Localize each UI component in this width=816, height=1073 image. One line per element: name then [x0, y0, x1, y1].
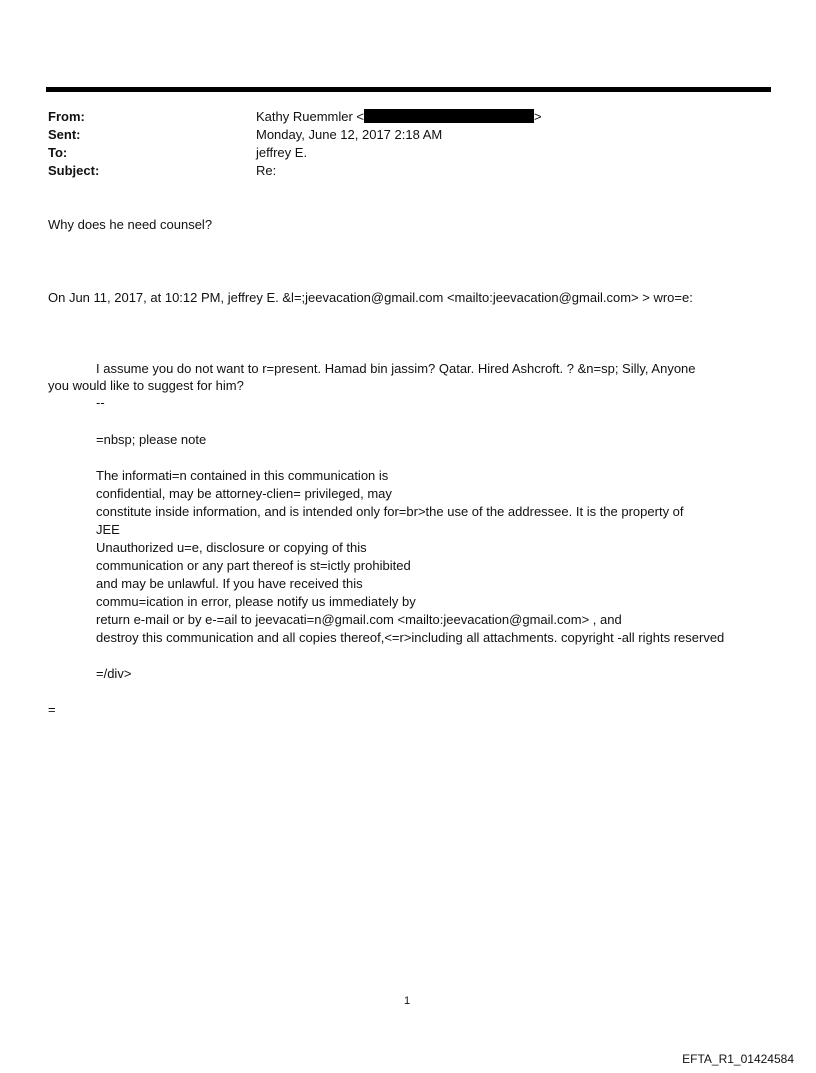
signature-dash: -- — [96, 395, 105, 410]
disclaimer-line: destroy this communication and all copies thereof,<=r>including all attachments. copyright -all rights reserved — [96, 630, 725, 645]
disclaimer-line: The informati=n contained in this communication is — [96, 468, 389, 483]
to-value: jeffrey E. — [256, 145, 308, 160]
disclaimer-line: JEE — [96, 522, 120, 537]
document-id: EFTA_R1_01424584 — [682, 1052, 794, 1066]
trailing-equals: = — [48, 702, 56, 717]
redaction-box — [364, 109, 534, 123]
sent-value: Monday, June 12, 2017 2:18 AM — [256, 127, 443, 142]
disclaimer-line: communication or any part thereof is st=ictly prohibited — [96, 558, 411, 573]
sent-label: Sent: — [48, 127, 81, 142]
reply-text: Why does he need counsel? — [48, 217, 213, 232]
disclaimer-line: Unauthorized u=e, disclosure or copying of this — [96, 540, 367, 555]
from-value — [256, 108, 542, 126]
div-close-text: =/div> — [96, 666, 132, 681]
subject-value: Re: — [256, 163, 277, 178]
quoted-line-2: you would like to suggest for him? — [48, 378, 244, 393]
to-label: To: — [48, 145, 68, 160]
disclaimer-line: and may be unlawful. If you have received this — [96, 576, 363, 591]
quote-intro: On Jun 11, 2017, at 10:12 PM, jeffrey E. &l=;jeevacation@gmail.com <mailto:jeevacation@gmail.com> > wro=e: — [48, 290, 693, 305]
from-close: > — [534, 109, 542, 124]
page-number: 1 — [404, 995, 411, 1007]
from-name: Kathy Ruemmler < — [256, 109, 365, 124]
subject-label: Subject: — [48, 163, 100, 178]
from-label: From: — [48, 109, 85, 124]
disclaimer-line: confidential, may be attorney-clien= privileged, may — [96, 486, 392, 501]
disclaimer-line: constitute inside information, and is intended only for=br>the use of the addressee. It is the property of — [96, 504, 684, 519]
quoted-line-1: I assume you do not want to r=present. Hamad bin jassim? Qatar. Hired Ashcroft. ? &n=sp; Silly, Anyone — [96, 361, 696, 376]
nbsp-note: =nbsp; please note — [96, 432, 207, 447]
header-rule — [46, 87, 771, 92]
disclaimer-line: commu=ication in error, please notify us immediately by — [96, 594, 416, 609]
disclaimer-line: return e-mail or by e-=ail to jeevacati=n@gmail.com <mailto:jeevacation@gmail.com> , and — [96, 612, 622, 627]
